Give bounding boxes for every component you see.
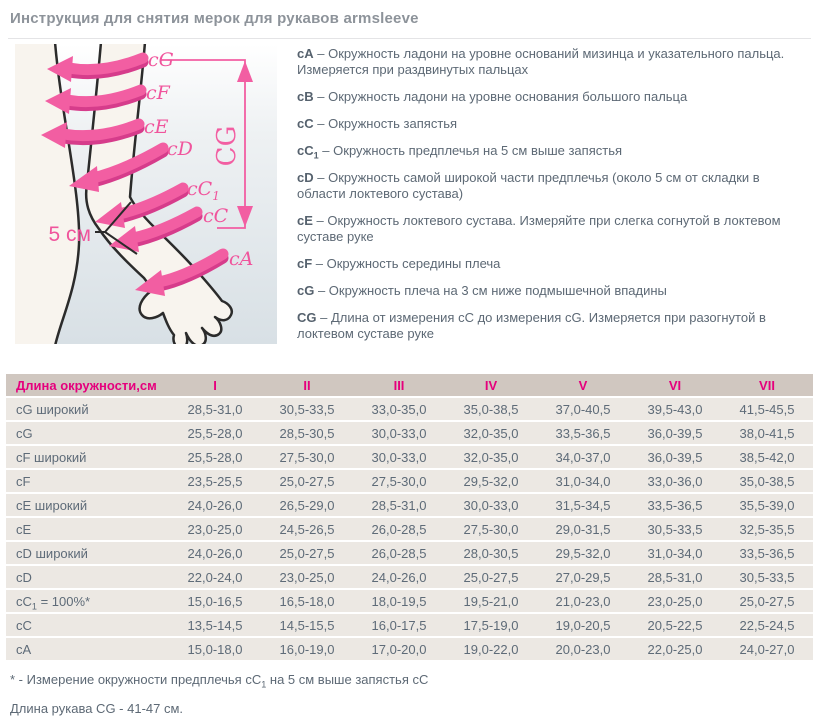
table-row [6, 422, 813, 444]
size-table [6, 372, 813, 662]
wrap-label-cG: cG [148, 49, 174, 71]
measurement-code: cA [297, 46, 314, 61]
table-cell: 33,5-36,5 [537, 422, 629, 444]
measurement-description: cB – Окружность ладони на уровне основания большого пальца [297, 89, 688, 104]
row-label: cD широкий [6, 542, 169, 564]
column-header-I: I [169, 374, 261, 396]
table-cell: 17,0-20,0 [353, 638, 445, 660]
table-cell: 36,0-39,5 [629, 446, 721, 468]
table-cell: 24,0-26,0 [169, 542, 261, 564]
table-cell: 15,0-18,0 [169, 638, 261, 660]
column-header-label: Длина окружности,см [6, 374, 169, 396]
table-cell: 31,5-34,5 [537, 494, 629, 516]
table-cell: 19,0-20,5 [537, 614, 629, 636]
table-cell: 38,0-41,5 [721, 422, 813, 444]
row-label: cG [6, 422, 169, 444]
wrap-label-cE: cE [144, 116, 169, 138]
instruction-section [0, 39, 819, 356]
column-header-III: III [353, 374, 445, 396]
table-cell: 31,0-34,0 [537, 470, 629, 492]
measurement-code: cG [297, 283, 315, 298]
table-cell: 33,0-36,0 [629, 470, 721, 492]
table-row [6, 494, 813, 516]
table-cell: 16,5-18,0 [261, 590, 353, 612]
table-cell: 35,0-38,5 [445, 398, 537, 420]
column-header-VI: VI [629, 374, 721, 396]
table-cell: 25,0-27,5 [261, 470, 353, 492]
column-header-V: V [537, 374, 629, 396]
row-label: cC [6, 614, 169, 636]
table-cell: 27,0-29,5 [537, 566, 629, 588]
table-cell: 30,5-33,5 [629, 518, 721, 540]
table-cell: 13,5-14,5 [169, 614, 261, 636]
table-cell: 33,0-35,0 [353, 398, 445, 420]
table-cell: 23,0-25,0 [629, 590, 721, 612]
footnote-sleeve-length: Длина рукава CG - 41-47 см. [10, 701, 184, 716]
table-cell: 25,0-27,5 [445, 566, 537, 588]
measurement-code: cE [297, 213, 313, 228]
table-cell: 23,5-25,5 [169, 470, 261, 492]
wrap-label-cC: cC [203, 205, 229, 227]
table-cell: 26,5-29,0 [261, 494, 353, 516]
table-cell: 32,0-35,0 [445, 446, 537, 468]
table-cell: 26,0-28,5 [353, 542, 445, 564]
table-cell: 20,5-22,5 [629, 614, 721, 636]
row-label: cA [6, 638, 169, 660]
table-row [6, 470, 813, 492]
measurement-code: cB [297, 89, 314, 104]
table-cell: 35,0-38,5 [721, 470, 813, 492]
table-cell: 27,5-30,0 [445, 518, 537, 540]
arm-measurement-figure [15, 44, 277, 344]
arm-illustration-svg [15, 44, 277, 344]
table-cell: 26,0-28,5 [353, 518, 445, 540]
table-cell: 14,5-15,5 [261, 614, 353, 636]
table-cell: 29,5-32,0 [537, 542, 629, 564]
table-cell: 19,0-22,0 [445, 638, 537, 660]
table-cell: 39,5-43,0 [629, 398, 721, 420]
page-title: Инструкция для снятия мерок для рукавов armsleeve [10, 10, 419, 27]
table-cell: 30,0-33,0 [353, 446, 445, 468]
table-cell: 28,5-31,0 [169, 398, 261, 420]
row-label: cE [6, 518, 169, 540]
table-cell: 25,5-28,0 [169, 422, 261, 444]
measurement-code: cD [297, 170, 314, 185]
table-row [6, 398, 813, 420]
table-cell: 38,5-42,0 [721, 446, 813, 468]
table-cell: 29,0-31,5 [537, 518, 629, 540]
table-cell: 24,0-26,0 [169, 494, 261, 516]
table-cell: 28,5-31,0 [629, 566, 721, 588]
measurement-description: cC – Окружность запястья [297, 116, 458, 131]
table-cell: 23,0-25,0 [169, 518, 261, 540]
measurement-description: $cC_1$ – Окружность предплечья на 5 см выше запястья [297, 143, 623, 161]
table-cell: 18,0-19,5 [353, 590, 445, 612]
table-row [6, 542, 813, 564]
table-cell: 37,0-40,5 [537, 398, 629, 420]
table-cell: 28,5-30,5 [261, 422, 353, 444]
measurement-code: CG [297, 310, 317, 325]
table-row [6, 590, 813, 612]
table-cell: 36,0-39,5 [629, 422, 721, 444]
table-cell: 28,0-30,5 [445, 542, 537, 564]
row-label: cF [6, 470, 169, 492]
measurement-descriptions [297, 44, 811, 353]
table-cell: 27,5-30,0 [261, 446, 353, 468]
table-cell: 22,5-24,5 [721, 614, 813, 636]
table-row [6, 614, 813, 636]
table-cell: 30,5-33,5 [721, 566, 813, 588]
measurement-code: cF [297, 256, 313, 271]
table-cell: 16,0-19,0 [261, 638, 353, 660]
table-cell: 30,0-33,0 [445, 494, 537, 516]
table-cell: 28,5-31,0 [353, 494, 445, 516]
measurement-description: CG – Длина от измерения cC до измерения cG. Измеряется при разогнутой в локтевом суставе руке [297, 310, 766, 341]
row-label: cF широкий [6, 446, 169, 468]
column-header-II: II [261, 374, 353, 396]
table-cell: 24,5-26,5 [261, 518, 353, 540]
table-cell: 25,0-27,5 [721, 590, 813, 612]
wrap-label-cF: cF [146, 82, 170, 104]
table-cell: 29,5-32,0 [445, 470, 537, 492]
table-cell: 25,5-28,0 [169, 446, 261, 468]
footnote-asterisk: * - Измерение окружности предплечья $cC_1$ на 5 см выше запястья cC [10, 672, 429, 690]
table-cell: 30,0-33,0 [353, 422, 445, 444]
table-cell: 33,5-36,5 [629, 494, 721, 516]
table-cell: 27,5-30,0 [353, 470, 445, 492]
table-cell: 25,0-27,5 [261, 542, 353, 564]
row-label: cG широкий [6, 398, 169, 420]
table-cell: 24,0-26,0 [353, 566, 445, 588]
row-label: cD [6, 566, 169, 588]
column-header-VII: VII [721, 374, 813, 396]
size-table-header-row [6, 374, 813, 396]
column-header-IV: IV [445, 374, 537, 396]
table-cell: 21,0-23,0 [537, 590, 629, 612]
table-cell: 15,0-16,5 [169, 590, 261, 612]
table-cell: 24,0-27,0 [721, 638, 813, 660]
table-row [6, 566, 813, 588]
table-cell: 32,0-35,0 [445, 422, 537, 444]
measurement-description: cG – Окружность плеча на 3 см ниже подмышечной впадины [297, 283, 667, 298]
table-cell: 41,5-45,5 [721, 398, 813, 420]
table-cell: 31,0-34,0 [629, 542, 721, 564]
table-cell: 20,0-23,0 [537, 638, 629, 660]
table-cell: 30,5-33,5 [261, 398, 353, 420]
wrap-label-cC1: $cC_1$ [187, 178, 220, 203]
table-cell: 35,5-39,0 [721, 494, 813, 516]
table-cell: 34,0-37,0 [537, 446, 629, 468]
measurement-description: cD – Окружность самой широкой части предплечья (около 5 см от складки в области локтевого сустава) [297, 170, 760, 201]
wrap-label-cD: cD [167, 138, 193, 160]
table-row [6, 446, 813, 468]
row-label: $cC_1 = 100\%*$ [6, 590, 169, 612]
footnotes [10, 672, 819, 716]
measurement-code: $cC_1$ [297, 143, 319, 161]
five-cm-note: 5 см [48, 223, 91, 246]
table-cell: 33,5-36,5 [721, 542, 813, 564]
row-label: cE широкий [6, 494, 169, 516]
measurement-description: cF – Окружность середины плеча [297, 256, 501, 271]
measurement-description: cE – Окружность локтевого сустава. Измеряйте при слегка согнутой в локтевом суставе руке [297, 213, 781, 244]
measurement-description: cA – Окружность ладони на уровне оснований мизинца и указательного пальца. Измеряется при раздвинутых пальцах [297, 46, 785, 77]
table-row [6, 518, 813, 540]
table-cell: 32,5-35,5 [721, 518, 813, 540]
cg-dimension-label: CG [212, 125, 242, 167]
table-cell: 23,0-25,0 [261, 566, 353, 588]
table-cell: 17,5-19,0 [445, 614, 537, 636]
table-cell: 22,0-24,0 [169, 566, 261, 588]
table-cell: 19,5-21,0 [445, 590, 537, 612]
wrap-label-cA: cA [229, 248, 254, 270]
table-cell: 16,0-17,5 [353, 614, 445, 636]
measurement-code: cC [297, 116, 314, 131]
table-cell: 22,0-25,0 [629, 638, 721, 660]
table-row [6, 638, 813, 660]
